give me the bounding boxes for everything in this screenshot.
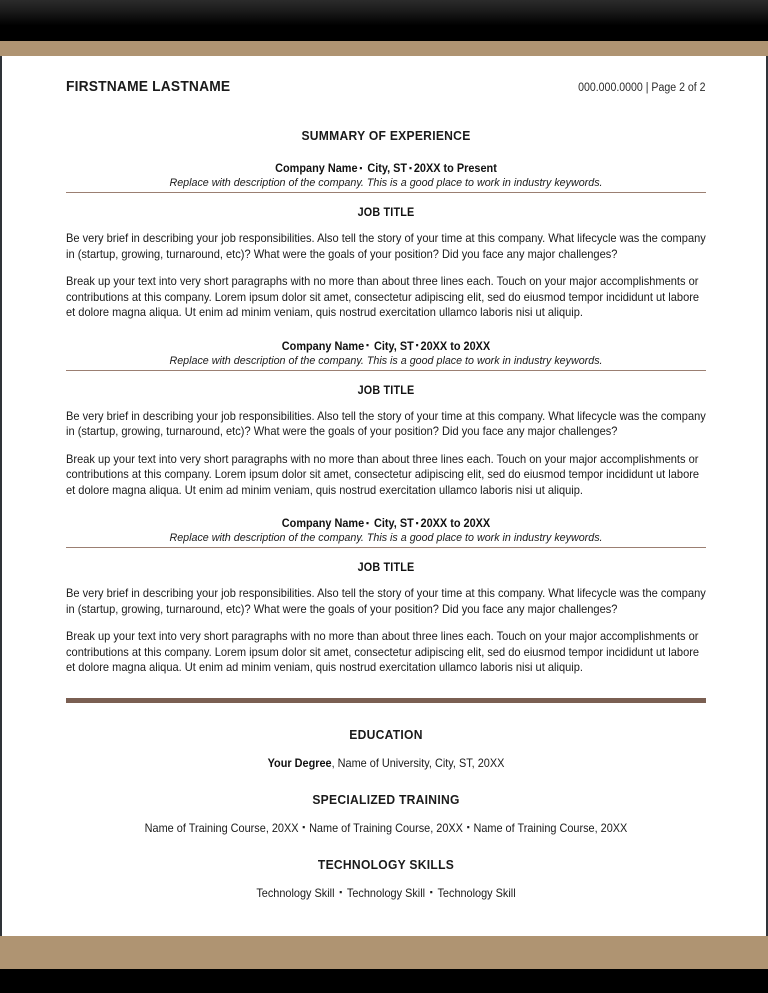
company-location: City, ST (373, 339, 414, 353)
section-divider-thin (66, 370, 706, 371)
training-course: Name of Training Course, 20XX (309, 821, 463, 835)
page-content-area (66, 56, 706, 900)
bullet-separator-icon: ▪ (339, 887, 343, 897)
bullet-separator-icon: ▪ (415, 517, 419, 528)
company-name: Company Name (281, 339, 365, 353)
education-heading: EDUCATION (349, 726, 423, 742)
company-name: Company Name (281, 517, 365, 530)
job-title: JOB TITLE (357, 206, 415, 219)
education-entry (85, 757, 687, 770)
experience-list (66, 162, 706, 676)
company-dates: 20XX to Present (413, 162, 497, 175)
training-course: Name of Training Course, 20XX (144, 821, 299, 835)
education-details: , Name of University, City, ST, 20XX (331, 756, 505, 770)
section-divider-thick (66, 698, 706, 703)
company-header-line (85, 517, 687, 530)
bullet-separator-icon: ▪ (359, 162, 363, 173)
company-dates: 20XX to 20XX (420, 339, 491, 353)
job-paragraph: Be very brief in describing your job responsibilities. Also tell the story of your time at this company. What lifecycle was the company in (startup, growing, turnaround, etc)? What were the goals of your position? Did you face any major challenges? (66, 409, 706, 438)
job-paragraph: Be very brief in describing your job responsibilities. Also tell the story of your time at this company. What lifecycle was the company in (startup, growing, turnaround, etc)? What were the goals of your position? Did you face any major challenges? (66, 232, 706, 261)
company-header-line (85, 162, 687, 175)
technology-skills-heading: TECHNOLOGY SKILLS (317, 856, 455, 872)
bullet-separator-icon: ▪ (415, 340, 419, 350)
candidate-name: FIRSTNAME LASTNAME (66, 78, 231, 95)
company-dates: 20XX to 20XX (420, 517, 491, 530)
experience-entry (66, 162, 706, 321)
running-header (66, 56, 706, 95)
job-paragraph: Break up your text into very short paragraphs with no more than about three lines each. Touch on your major accomplishments or contributions at this company. Lorem ipsum dolor sit amet, consectetur adipiscing elit, sed do eiusmod tempor incididunt ut labore et dolore magna aliqua. Ut enim ad minim veniam, quis nostrud exercitation ullamco laboris nisi ut aliquip. (66, 452, 700, 497)
technology-skill: Technology Skill (256, 886, 335, 900)
top-black-band (0, 0, 768, 41)
job-title: JOB TITLE (357, 383, 415, 397)
section-divider-thin (66, 192, 706, 193)
bottom-black-band (0, 969, 768, 993)
bullet-separator-icon: ▪ (429, 887, 433, 897)
header-contact-and-page: 000.000.0000 | Page 2 of 2 (578, 82, 706, 94)
technology-skill: Technology Skill (437, 886, 516, 900)
technology-skill: Technology Skill (346, 886, 426, 900)
bullet-separator-icon: ▪ (408, 162, 412, 173)
section-divider-thin (66, 547, 706, 548)
top-tan-accent-band (0, 41, 768, 56)
degree-name: Your Degree (267, 756, 332, 770)
company-name: Company Name (275, 162, 358, 175)
company-description: Replace with description of the company. This is a good place to work in industry keywords. (169, 354, 603, 367)
summary-of-experience-heading: SUMMARY OF EXPERIENCE (301, 128, 471, 143)
technology-skill-list (85, 887, 687, 900)
bullet-separator-icon: ▪ (302, 822, 306, 832)
specialized-training-heading: SPECIALIZED TRAINING (312, 791, 460, 807)
job-paragraph: Be very brief in describing your job responsibilities. Also tell the story of your time at this company. What lifecycle was the company in (startup, growing, turnaround, etc)? What were the goals of your position? Did you face any major challenges? (66, 587, 706, 616)
resume-page-sheet (0, 56, 768, 936)
company-description: Replace with description of the company. This is a good place to work in industry keywords. (169, 532, 603, 544)
job-title: JOB TITLE (357, 561, 415, 574)
bullet-separator-icon: ▪ (466, 822, 470, 832)
experience-entry (66, 340, 706, 499)
company-header-line (85, 340, 687, 353)
training-course-list (85, 822, 687, 835)
bottom-tan-accent-band (0, 936, 768, 969)
bullet-separator-icon: ▪ (366, 340, 370, 350)
job-paragraph: Break up your text into very short paragraphs with no more than about three lines each. Touch on your major accomplishments or contributions at this company. Lorem ipsum dolor sit amet, consectetur adipiscing elit, sed do eiusmod tempor incididunt ut labore et dolore magna aliqua. Ut enim ad minim veniam, quis nostrud exercitation ullamco laboris nisi ut aliquip. (66, 275, 700, 319)
experience-entry (66, 517, 706, 676)
bullet-separator-icon: ▪ (366, 517, 370, 528)
company-location: City, ST (373, 517, 414, 530)
job-paragraph: Break up your text into very short paragraphs with no more than about three lines each. Touch on your major accomplishments or contributions at this company. Lorem ipsum dolor sit amet, consectetur adipiscing elit, sed do eiusmod tempor incididunt ut labore et dolore magna aliqua. Ut enim ad minim veniam, quis nostrud exercitation ullamco laboris nisi ut aliquip. (66, 630, 700, 674)
training-course: Name of Training Course, 20XX (473, 821, 628, 835)
company-description: Replace with description of the company. This is a good place to work in industry keywords. (169, 177, 603, 189)
company-location: City, ST (367, 162, 408, 175)
